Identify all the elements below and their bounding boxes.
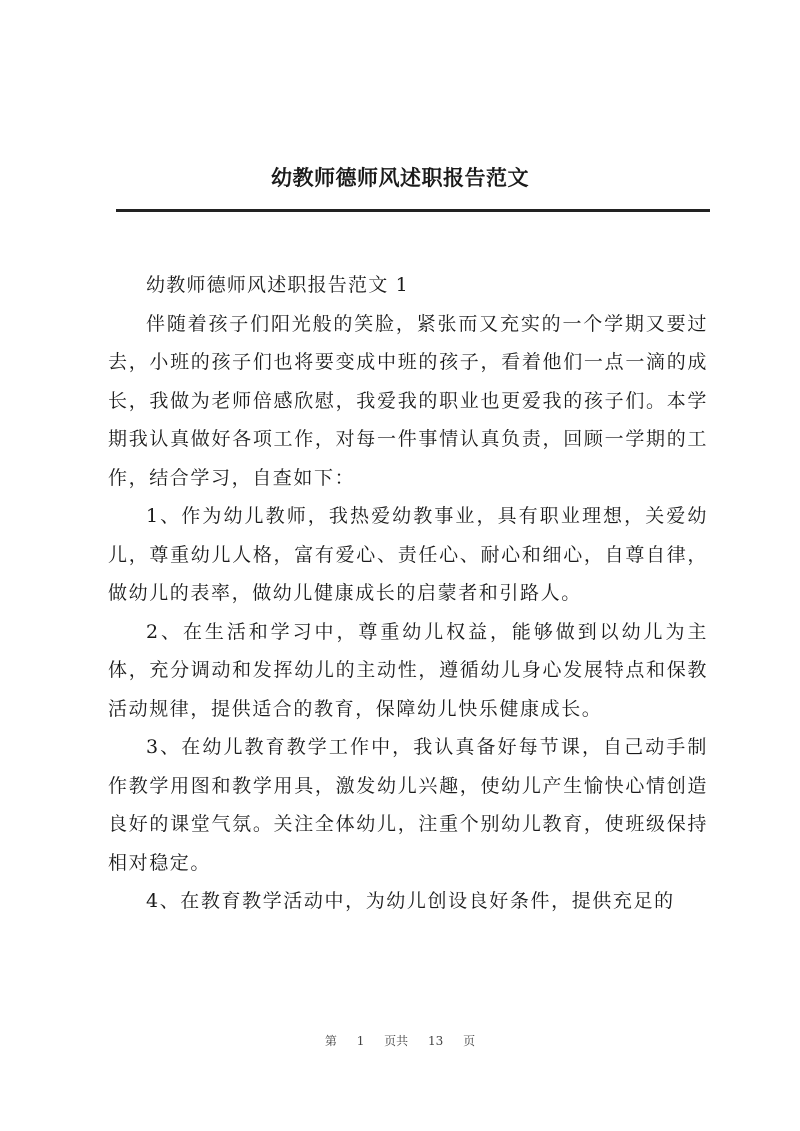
- footer-suffix: 页: [463, 1034, 476, 1048]
- page-footer: [0, 1032, 800, 1049]
- paragraph-intro: 伴随着孩子们阳光般的笑脸，紧张而又充实的一个学期又要过去，小班的孩子们也将要变成中班的孩子，看着他们一点一滴的成长，我做为老师倍感欣慰，我爱我的职业也更爱我的孩子们。本学期我认真做好各项工作，对每一件事情认真负责，回顾一学期的工作，结合学习，自查如下：: [108, 312, 708, 489]
- footer-total-pages: 13: [428, 1034, 444, 1048]
- paragraph-item-4: 4、在教育教学活动中，为幼儿创设良好条件，提供充足的: [146, 890, 675, 912]
- section-heading: 幼教师德师风述职报告范文 1: [146, 274, 409, 296]
- paragraph-item-2: 2、在生活和学习中，尊重幼儿权益，能够做到以幼儿为主体，充分调动和发挥幼儿的主动性，遵循幼儿身心发展特点和保教活动规律，提供适合的教育，保障幼儿快乐健康成长。: [108, 620, 708, 720]
- paragraph-item-1: 1、作为幼儿教师，我热爱幼教事业，具有职业理想，关爱幼儿，尊重幼儿人格，富有爱心、责任心、耐心和细心，自尊自律，做幼儿的表率，做幼儿健康成长的启蒙者和引路人。: [108, 505, 708, 604]
- footer-current-page: 1: [356, 1034, 365, 1048]
- document-body: [108, 266, 708, 921]
- footer-prefix: 第: [324, 1034, 337, 1048]
- paragraph-item-3: 3、在幼儿教育教学工作中，我认真备好每节课，自己动手制作教学用图和教学用具，激发幼儿兴趣，使幼儿产生愉快心情创造良好的课堂气氛。关注全体幼儿，注重个别幼儿教育，使班级保持相对稳定。: [108, 736, 708, 874]
- footer-mid: 页共: [384, 1034, 409, 1048]
- page-title: 幼教师德师风述职报告范文: [271, 165, 529, 190]
- title-divider: [116, 209, 710, 212]
